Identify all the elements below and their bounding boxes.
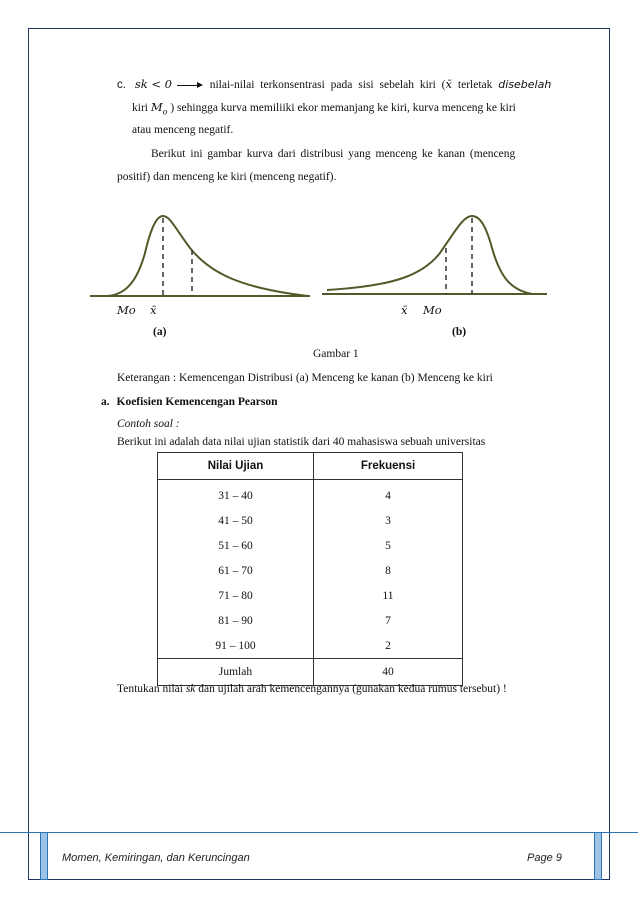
figure-caption: Gambar 1 — [313, 348, 359, 360]
item-c-line1 — [117, 77, 577, 91]
cell-interval: 31 – 40 — [158, 480, 314, 509]
question-text-a: Tentukan nilai — [117, 683, 186, 695]
curve-b-line — [327, 216, 532, 294]
fig-a-label-xbar: x̄ — [150, 303, 157, 317]
table-row — [158, 633, 463, 659]
footer-post-left — [40, 832, 48, 880]
cell-frequency: 2 — [314, 633, 463, 659]
table-total-row — [158, 659, 463, 686]
table-row — [158, 583, 463, 608]
item-c-line3: atau menceng negatif. — [132, 124, 234, 136]
curve-a-positive-skew — [90, 208, 320, 308]
section-a-heading — [101, 396, 277, 408]
item-c-line2-a: kiri — [132, 102, 151, 114]
cell-frequency: 7 — [314, 608, 463, 633]
question-text — [117, 683, 507, 695]
arrow-right-icon — [177, 85, 199, 86]
intro-line2: positif) dan menceng ke kiri (menceng negatif). — [117, 171, 337, 183]
table-row — [158, 480, 463, 509]
item-c-text1: nilai-nilai terkonsentrasi pada sisi sebelah kiri ( — [209, 79, 446, 91]
example-label: Contoh soal : — [117, 418, 180, 430]
table-row — [158, 533, 463, 558]
intro-line1: Berikut ini gambar kurva dari distribusi yang menceng ke kanan (menceng — [151, 148, 516, 160]
cell-frequency: 8 — [314, 558, 463, 583]
curve-a-line — [108, 216, 308, 296]
cell-total-value: 40 — [314, 659, 463, 686]
question-sk: sk — [185, 683, 196, 695]
figure-description: Keterangan : Kemencengan Distribusi (a) Menceng ke kanan (b) Menceng ke kiri — [117, 372, 493, 384]
item-c-mo-subscript: o — [162, 107, 168, 117]
section-a-label: a. — [101, 396, 110, 408]
footer-page-number: Page 9 — [527, 852, 562, 864]
fig-a-label-mo: Mo — [117, 303, 136, 317]
cell-interval: 91 – 100 — [158, 633, 314, 659]
curve-b-negative-skew — [322, 208, 552, 308]
fig-b-label-xbar: x̄ — [401, 303, 408, 317]
section-a-title: Koefisien Kemencengan Pearson — [116, 396, 278, 408]
table-header-row — [158, 453, 463, 480]
cell-interval: 51 – 60 — [158, 533, 314, 558]
cell-interval: 81 – 90 — [158, 608, 314, 633]
table-row — [158, 558, 463, 583]
footer-rule — [0, 832, 638, 833]
cell-frequency: 11 — [314, 583, 463, 608]
footer-post-right — [594, 832, 602, 880]
item-c-emphasis: disebelah — [498, 78, 552, 91]
footer-title: Momen, Kemiringan, dan Keruncingan — [62, 852, 250, 864]
item-c-xbar: x̄ — [445, 77, 453, 91]
question-text-b: dan ujilah arah kemencengannya (gunakan kedua rumus tersebut) ! — [195, 683, 507, 695]
cell-frequency: 3 — [314, 508, 463, 533]
header-frekuensi: Frekuensi — [314, 453, 463, 480]
header-nilai-ujian: Nilai Ujian — [158, 453, 314, 480]
table-row — [158, 608, 463, 633]
exam-score-table — [157, 452, 463, 686]
item-c-mo-symbol: M — [150, 100, 163, 114]
table-row — [158, 508, 463, 533]
item-c-line2-b: ) sehingga kurva memiliiki ekor memanjang ke kiri, kurva menceng ke kiri — [167, 102, 516, 114]
cell-frequency: 5 — [314, 533, 463, 558]
cell-interval: 41 – 50 — [158, 508, 314, 533]
cell-total-label: Jumlah — [158, 659, 314, 686]
cell-interval: 61 – 70 — [158, 558, 314, 583]
example-text: Berikut ini adalah data nilai ujian statistik dari 40 mahasiswa sebuah universitas — [117, 436, 486, 448]
item-c-text2: terletak — [452, 79, 499, 91]
fig-a-sublabel: (a) — [153, 326, 167, 338]
cell-interval: 71 – 80 — [158, 583, 314, 608]
cell-frequency: 4 — [314, 480, 463, 509]
fig-b-sublabel: (b) — [452, 326, 467, 338]
fig-b-label-mo: Mo — [423, 303, 442, 317]
item-c-line2 — [132, 100, 516, 116]
item-c-label: c. — [117, 79, 126, 91]
item-c-condition: sk < 0 — [134, 77, 172, 91]
